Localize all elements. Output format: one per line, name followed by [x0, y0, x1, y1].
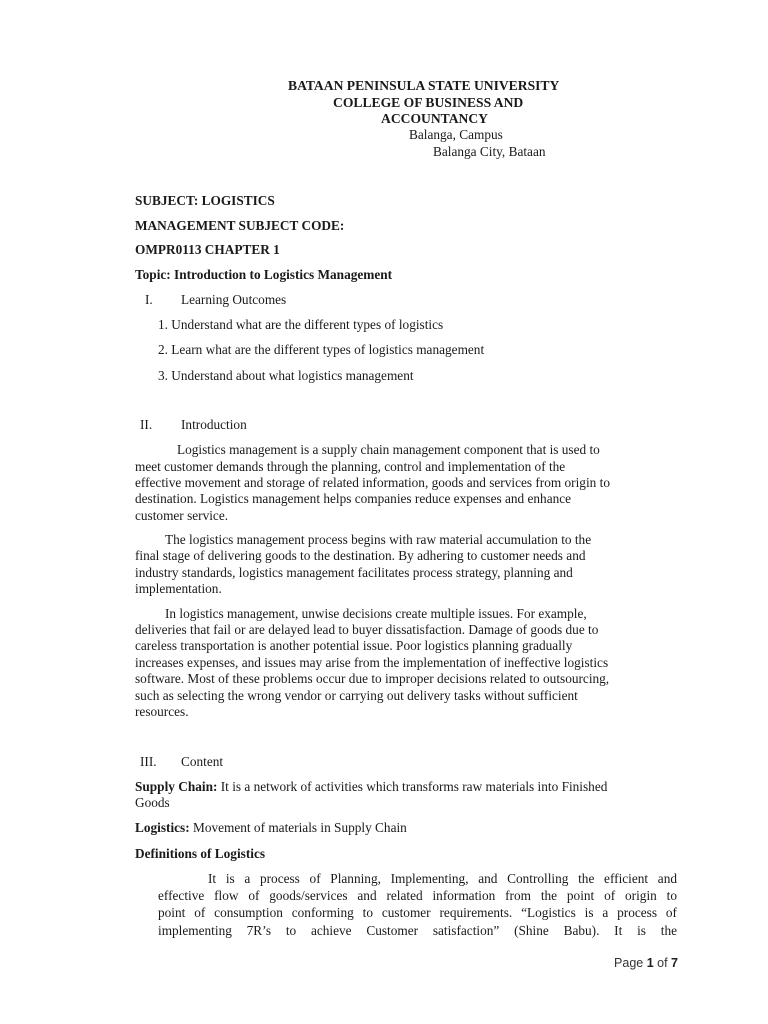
section-3-numeral: III.	[140, 754, 157, 769]
supply-chain-term: Supply Chain:	[135, 779, 218, 794]
campus-city: Balanga City, Bataan	[433, 144, 546, 159]
subject-line-3: OMPR0113 CHAPTER 1	[135, 242, 280, 257]
intro-para-2-line: industry standards, logistics management facilitates process strategy, planning and	[135, 565, 573, 580]
subject-line-1: SUBJECT: LOGISTICS	[135, 193, 275, 208]
intro-para-1-line: Logistics management is a supply chain management component that is used to	[177, 442, 600, 457]
subject-line-2: MANAGEMENT SUBJECT CODE:	[135, 218, 345, 233]
page-of: of	[653, 956, 672, 970]
page-word: Page	[614, 956, 647, 970]
logistics-text: Movement of materials in Supply Chain	[189, 820, 407, 835]
definitions-line: effective flow of goods/services and related information from the point of origin to	[158, 888, 677, 904]
intro-para-3-line: deliveries that fail or are delayed lead to buyer dissatisfaction. Damage of goods due to	[135, 622, 599, 637]
intro-para-3-line: resources.	[135, 704, 189, 719]
page-number	[614, 956, 678, 970]
definitions-line: point of consumption conforming to customer requirements. “Logistics is a process of	[158, 905, 677, 921]
university-name: BATAAN PENINSULA STATE UNIVERSITY	[288, 78, 560, 93]
learning-outcome-item: 1. Understand what are the different types of logistics	[158, 317, 444, 332]
intro-para-1-line: meet customer demands through the planning, control and implementation of the	[135, 459, 566, 474]
college-name-line1: COLLEGE OF BUSINESS AND	[333, 95, 524, 110]
learning-outcome-item: 2. Learn what are the different types of logistics management	[158, 342, 485, 357]
intro-para-3-line: such as selecting the wrong vendor or carrying out delivery tasks without sufficient	[135, 688, 578, 703]
intro-para-3-line: software. Most of these problems occur due to improper decisions related to outsourcing,	[135, 671, 610, 686]
intro-para-3-line: careless transportation is another potential issue. Poor logistics planning gradually	[135, 638, 573, 653]
intro-para-2-line: implementation.	[135, 581, 222, 596]
section-2-title: Introduction	[181, 417, 247, 432]
intro-para-1-line: effective movement and storage of related information, goods and services from origin to	[135, 475, 610, 490]
intro-para-1-line: customer service.	[135, 508, 229, 523]
supply-chain-text: It is a network of activities which transforms raw materials into Finished	[217, 779, 608, 794]
definitions-line: implementing 7R’s to achieve Customer satisfaction” (Shine Babu). It is the	[158, 922, 677, 938]
section-1-title: Learning Outcomes	[181, 292, 287, 307]
campus-name: Balanga, Campus	[409, 127, 503, 142]
logistics-definition	[135, 820, 407, 836]
definitions-heading: Definitions of Logistics	[135, 846, 266, 861]
supply-chain-text-cont: Goods	[135, 795, 170, 810]
supply-chain-definition	[135, 779, 607, 795]
section-3-title: Content	[181, 754, 224, 769]
logistics-term: Logistics:	[135, 820, 190, 835]
learning-outcome-item: 3. Understand about what logistics management	[158, 368, 414, 383]
topic-title: Topic: Introduction to Logistics Management	[135, 267, 393, 282]
definitions-line: It is a process of Planning, Implementing, and Controlling the efficient and	[208, 871, 677, 886]
intro-para-2-line: final stage of delivering goods to the destination. By adhering to customer needs and	[135, 548, 586, 563]
intro-para-2-line: The logistics management process begins with raw material accumulation to the	[165, 532, 592, 547]
page-total: 7	[671, 956, 678, 970]
intro-para-1-line: destination. Logistics management helps companies reduce expenses and enhance	[135, 491, 572, 506]
section-1-numeral: I.	[145, 292, 153, 307]
intro-para-3-line: increases expenses, and issues may arise from the implementation of ineffective logistics	[135, 655, 609, 670]
page-current: 1	[646, 956, 654, 970]
college-name-line2: ACCOUNTANCY	[381, 111, 488, 126]
section-2-numeral: II.	[140, 417, 153, 432]
intro-para-3-line: In logistics management, unwise decisions create multiple issues. For example,	[165, 606, 587, 621]
definitions-paragraph	[158, 870, 677, 939]
